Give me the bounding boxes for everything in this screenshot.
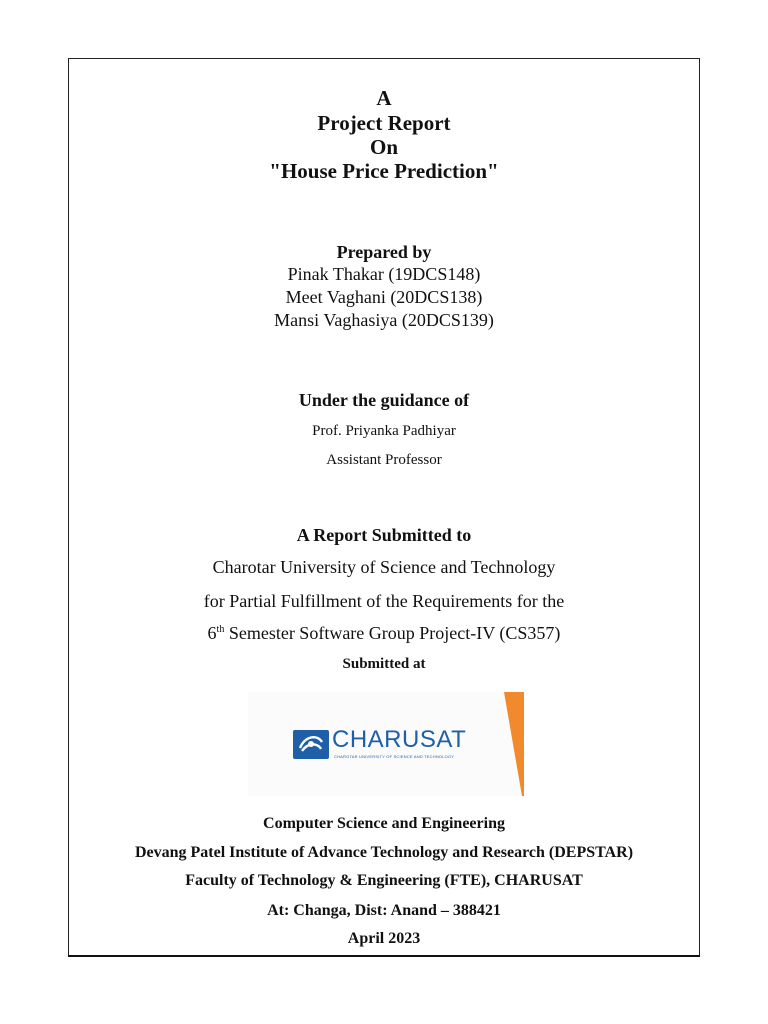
- semester-number: 6: [207, 623, 217, 643]
- author-1: Pinak Thakar (19DCS148): [287, 264, 481, 284]
- author-3: Mansi Vaghasiya (20DCS139): [274, 310, 494, 330]
- guide-name: Prof. Priyanka Padhiyar: [312, 423, 456, 439]
- report-date: April 2023: [347, 930, 421, 947]
- title-line-a: A: [376, 86, 392, 110]
- logo-tagline: CHAROTAR UNIVERSITY OF SCIENCE AND TECHNOLOGY: [334, 754, 455, 759]
- charusat-emblem-icon: [293, 730, 329, 759]
- semester-line: [0, 623, 768, 644]
- department-name: Computer Science and Engineering: [263, 815, 505, 832]
- submission-heading: A Report Submitted to: [296, 525, 472, 545]
- report-title: "House Price Prediction": [269, 159, 499, 183]
- page-border-bottom: [68, 955, 700, 957]
- guidance-heading: Under the guidance of: [298, 390, 470, 410]
- guide-role: Assistant Professor: [326, 452, 442, 468]
- title-line-on: On: [369, 135, 398, 159]
- location: At: Changa, Dist: Anand – 388421: [267, 902, 501, 919]
- author-2: Meet Vaghani (20DCS138): [285, 287, 483, 307]
- logo-wordmark: CHARUSAT: [332, 726, 467, 753]
- title-line-project-report: Project Report: [317, 111, 451, 135]
- semester-suffix: th: [216, 624, 225, 635]
- prepared-by-heading: Prepared by: [336, 242, 432, 262]
- institute-name: Devang Patel Institute of Advance Technology and Research (DEPSTAR): [134, 844, 634, 861]
- charusat-logo: [248, 692, 524, 796]
- submitted-at: Submitted at: [342, 656, 426, 672]
- faculty-name: Faculty of Technology & Engineering (FTE), CHARUSAT: [185, 872, 583, 889]
- orange-stripe-icon: [502, 692, 524, 796]
- university-name: Charotar University of Science and Technology: [212, 557, 556, 577]
- submission-purpose: for Partial Fulfillment of the Requirements for the: [203, 591, 565, 611]
- semester-course: Semester Software Group Project-IV (CS357): [224, 623, 561, 643]
